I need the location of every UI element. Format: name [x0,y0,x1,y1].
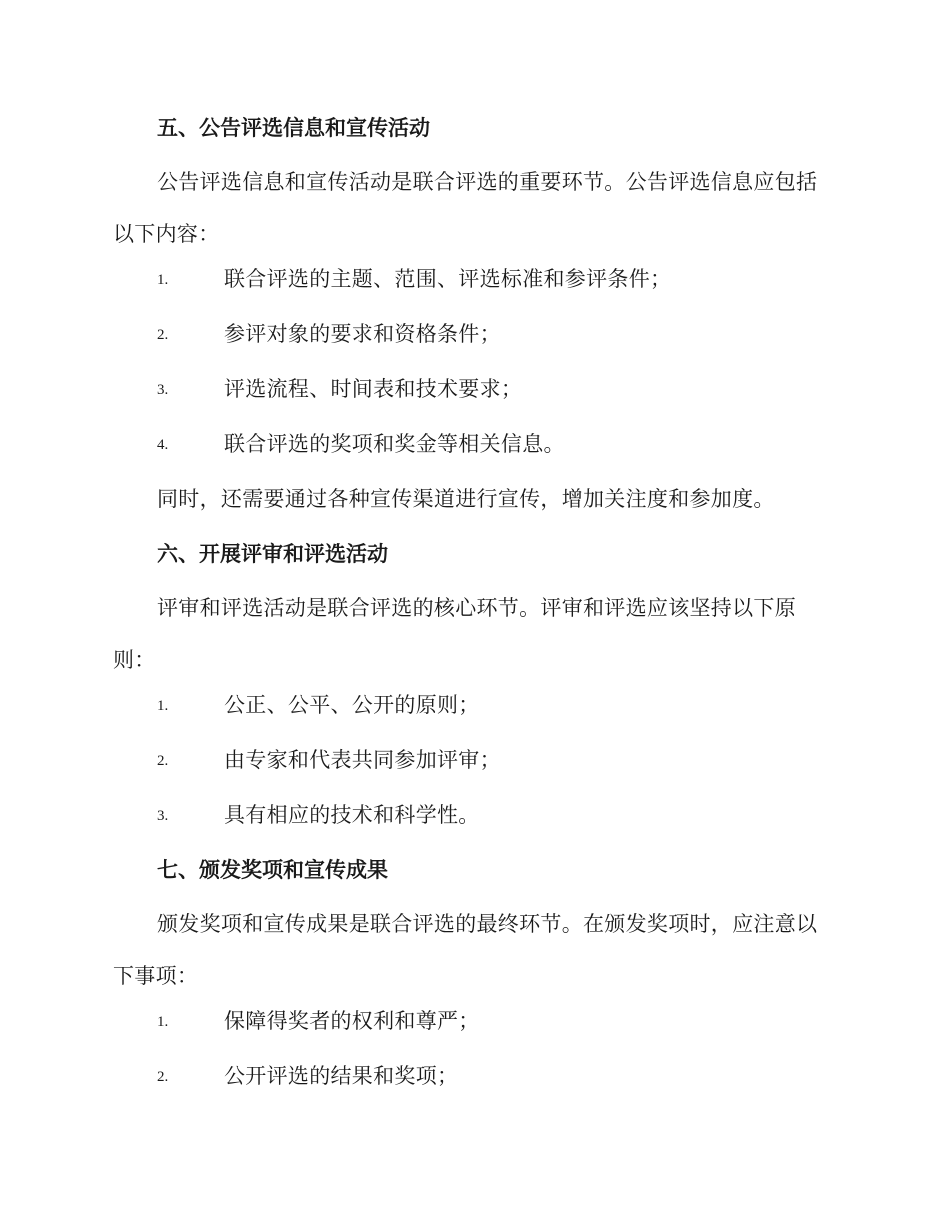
list-item-text: 联合评选的奖项和奖金等相关信息。 [224,432,565,456]
section-heading: 五、公告评选信息和宣传活动 [157,115,430,140]
section-closing-paragraph: 同时，还需要通过各种宣传渠道进行宣传，增加关注度和参加度。 [157,487,775,511]
list-item-number: 1. [157,698,169,714]
list-item-number: 1. [157,272,169,288]
list-item-text: 保障得奖者的权利和尊严； [224,1009,480,1033]
list-item [157,430,857,458]
list-item [157,801,857,829]
list-item-number: 2. [157,1069,169,1085]
list-item [157,265,857,293]
list-item-text: 具有相应的技术和科学性。 [224,803,480,827]
list-item-number: 2. [157,327,169,343]
list-item [157,691,857,719]
list-item-number: 1. [157,1014,169,1030]
list-item [157,375,857,403]
list-item-text: 公开评选的结果和奖项； [224,1064,459,1088]
list-item-text: 公正、公平、公开的原则； [224,693,480,717]
list-item-number: 3. [157,808,169,824]
list-item-text: 由专家和代表共同参加评审； [224,748,501,772]
list-item-number: 2. [157,753,169,769]
list-item [157,1062,857,1090]
section-intro-paragraph: 公告评选信息和宣传活动是联合评选的重要环节。公告评选信息应包括以下内容： [113,170,818,246]
list-item-text: 参评对象的要求和资格条件； [224,322,501,346]
list-item [157,320,857,348]
list-item-text: 评选流程、时间表和技术要求； [224,377,523,401]
list-item [157,1007,857,1035]
list-item-text: 联合评选的主题、范围、评选标准和参评条件； [224,267,672,291]
section-intro-paragraph: 颁发奖项和宣传成果是联合评选的最终环节。在颁发奖项时，应注意以下事项： [113,912,818,988]
section-heading: 六、开展评审和评选活动 [157,541,388,566]
list-item-number: 4. [157,437,169,453]
list-item [157,746,857,774]
section-heading: 七、颁发奖项和宣传成果 [157,857,388,882]
section-intro-paragraph: 评审和评选活动是联合评选的核心环节。评审和评选应该坚持以下原则： [113,596,796,672]
list-item-number: 3. [157,382,169,398]
